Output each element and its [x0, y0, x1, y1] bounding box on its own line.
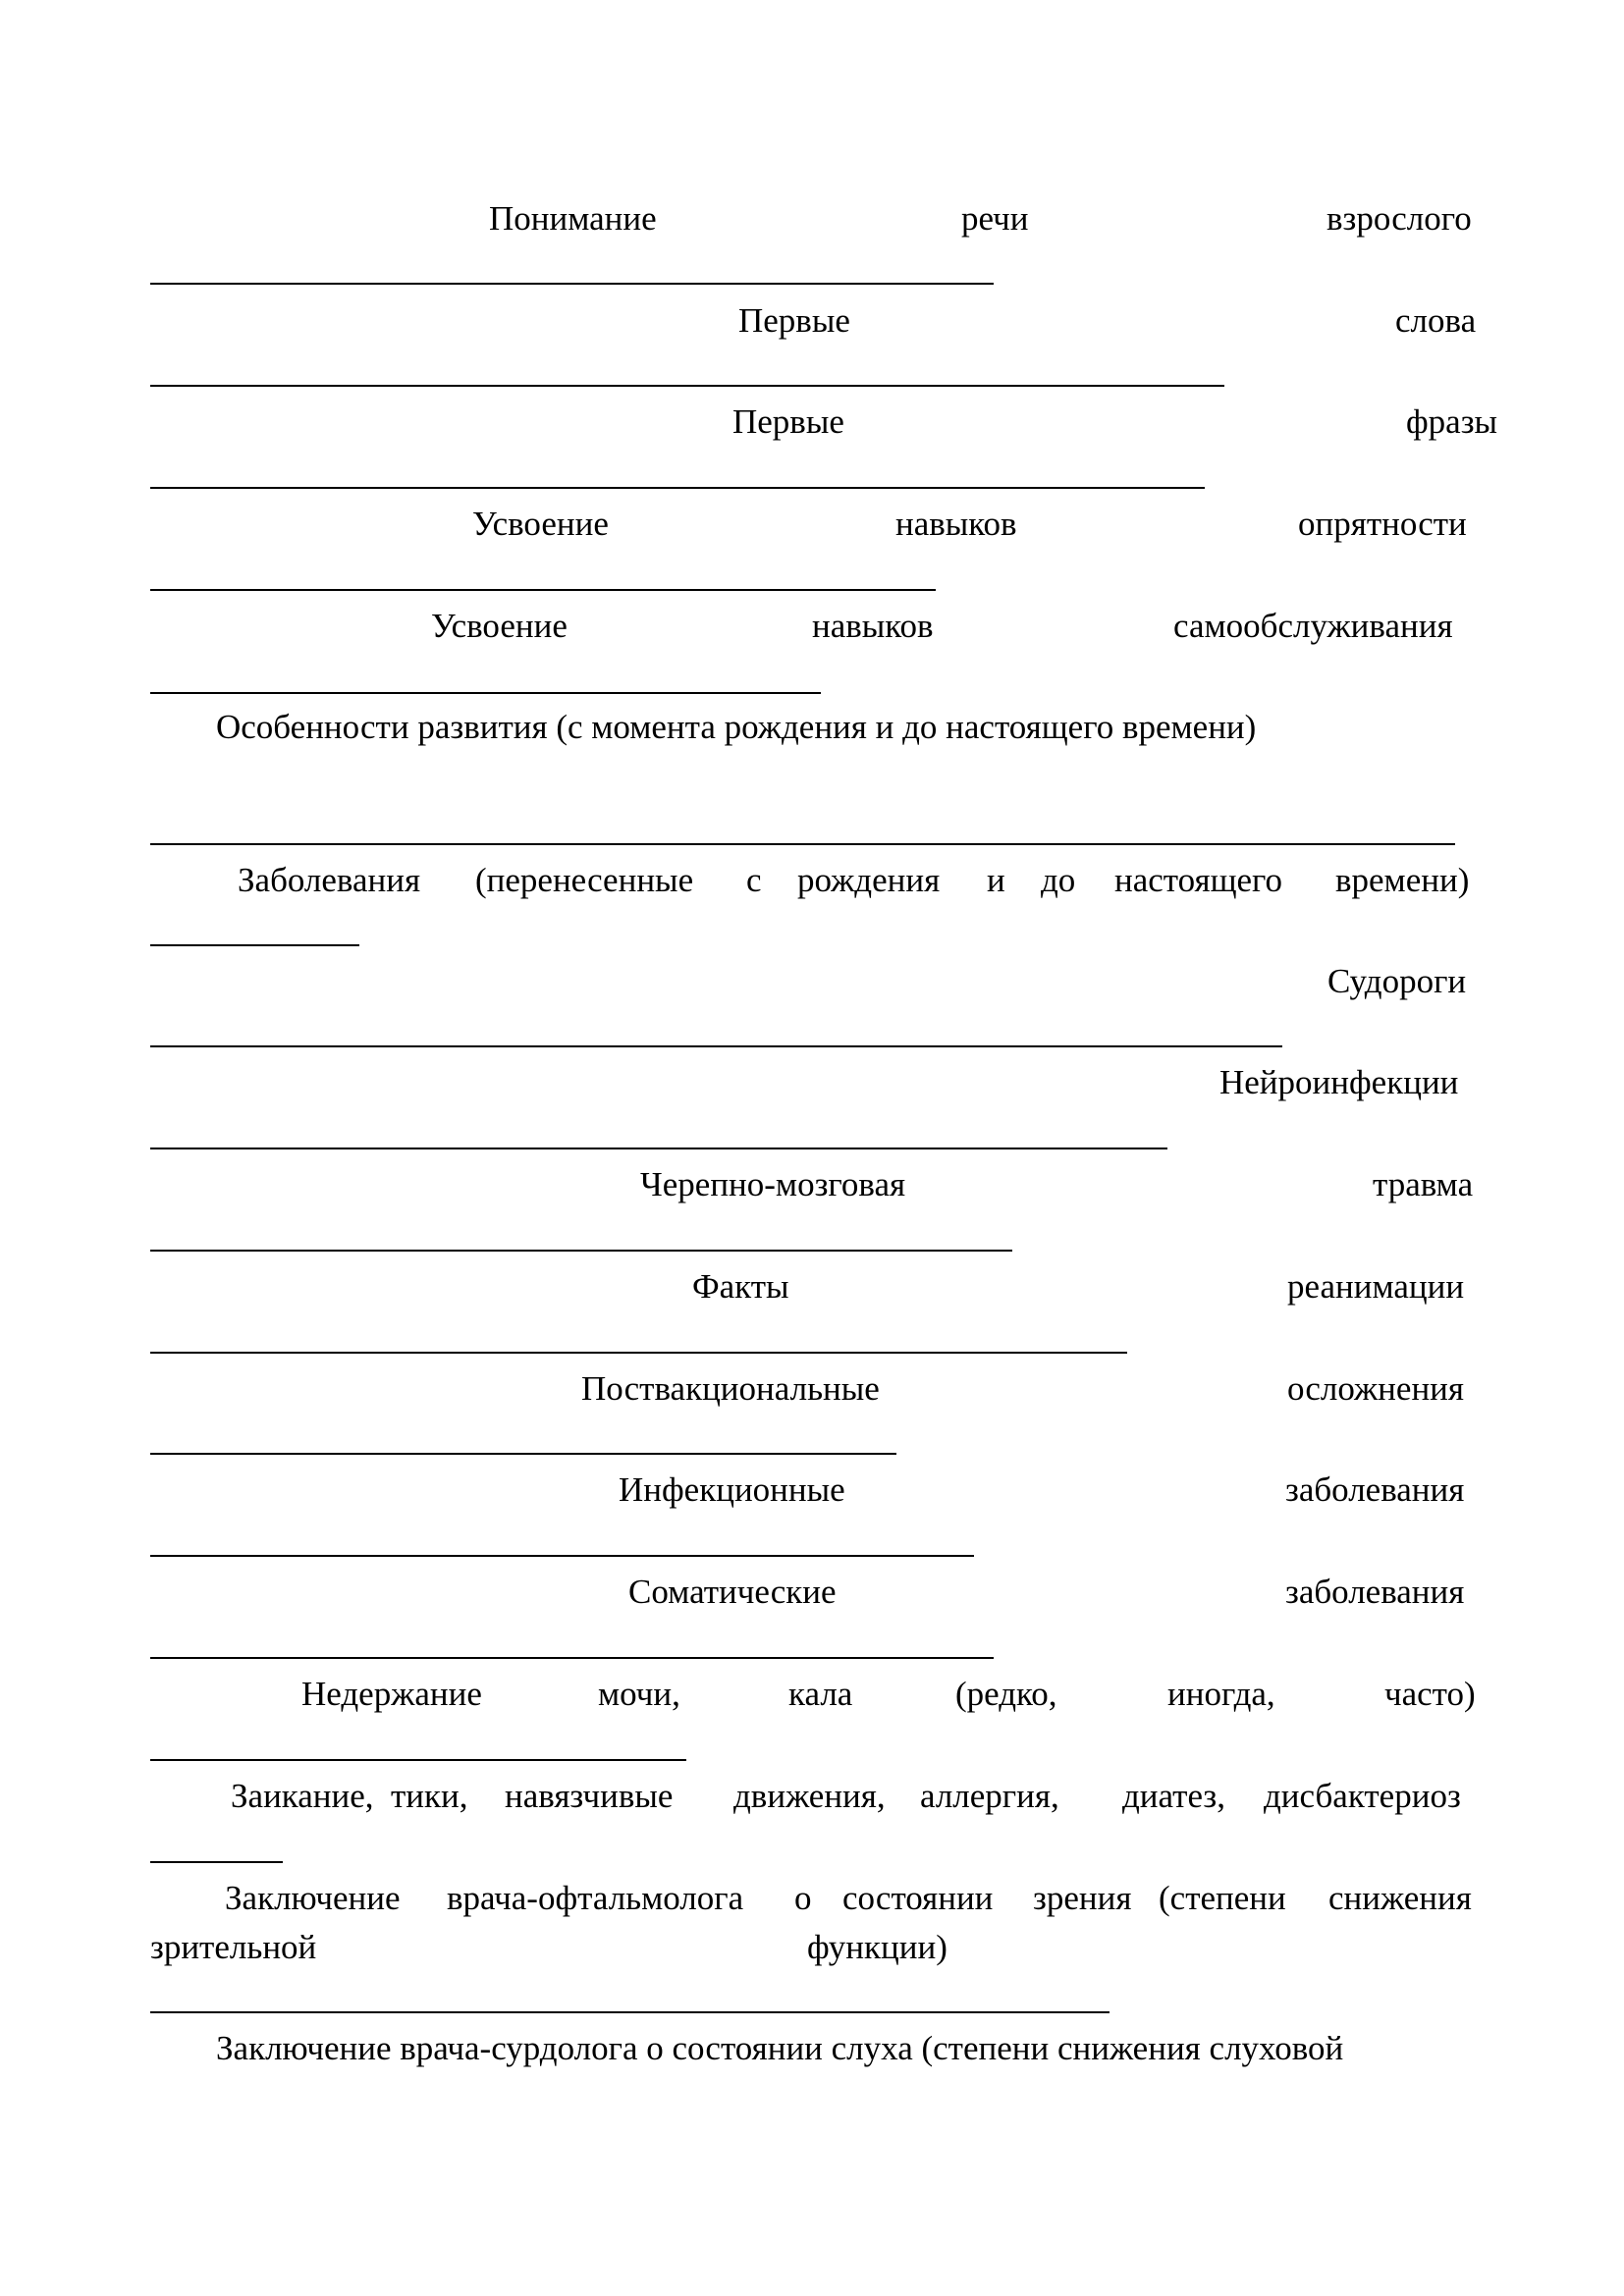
stuttering-label-2: тики, — [391, 1777, 468, 1815]
first-phrases-label-2: фразы — [1406, 402, 1498, 441]
first-words-label-2: слова — [1395, 301, 1477, 340]
first-phrases-label-1: Первые — [732, 402, 844, 441]
resuscitation-label-2: реанимации — [1287, 1267, 1465, 1306]
incontinence-label-1: Недержание — [301, 1675, 482, 1713]
incontinence-label-5: иногда, — [1167, 1675, 1275, 1713]
incontinence-label-6: часто) — [1384, 1675, 1476, 1713]
diseases-label-6: до — [1041, 861, 1076, 899]
head-injury-label-2: травма — [1373, 1165, 1474, 1203]
speech-understanding-label-2: речи — [961, 199, 1029, 238]
audiologist-label: Заключение врача-сурдолога о состоянии слуха (степени снижения слуховой — [216, 2029, 1344, 2067]
ophthalmologist-label-8: зрительной — [150, 1928, 317, 1966]
self-care-skills-label-3: самообслуживания — [1173, 607, 1453, 645]
ophthalmologist-label-3: о — [794, 1879, 812, 1917]
seizures-answer-line[interactable] — [150, 1045, 1282, 1047]
diseases-label-8: времени) — [1335, 861, 1470, 899]
tidiness-skills-label-3: опрятности — [1298, 505, 1467, 543]
first-phrases-answer-line[interactable] — [150, 487, 1205, 489]
resuscitation-label-1: Факты — [692, 1267, 789, 1306]
self-care-skills-answer-line[interactable] — [150, 692, 821, 694]
stuttering-label-4: движения, — [733, 1777, 886, 1815]
incontinence-label-3: кала — [788, 1675, 853, 1713]
ophthalmologist-label-2: врача-офтальмолога — [447, 1879, 744, 1917]
stuttering-label-5: аллергия, — [920, 1777, 1059, 1815]
diseases-label-5: и — [987, 861, 1005, 899]
stuttering-label-1: Заикание, — [231, 1777, 374, 1815]
ophthalmologist-label-4: состоянии — [842, 1879, 994, 1917]
first-words-answer-line[interactable] — [150, 385, 1224, 387]
seizures-label: Судороги — [1327, 962, 1467, 1000]
self-care-skills-label-1: Усвоение — [431, 607, 568, 645]
infectious-label-2: заболевания — [1285, 1470, 1465, 1509]
diseases-label-4: рождения — [797, 861, 941, 899]
head-injury-answer-line[interactable] — [150, 1250, 1012, 1252]
tidiness-skills-answer-line[interactable] — [150, 589, 936, 591]
tidiness-skills-label-1: Усвоение — [472, 505, 609, 543]
development-features-label: Особенности развития (с момента рождения и до настоящего времени) — [216, 708, 1257, 746]
post-vaccination-label-1: Поствакциональные — [581, 1369, 880, 1408]
development-features-answer-line[interactable] — [150, 843, 1455, 845]
post-vaccination-answer-line[interactable] — [150, 1453, 896, 1455]
neuroinfections-answer-line[interactable] — [150, 1148, 1167, 1149]
resuscitation-answer-line[interactable] — [150, 1352, 1127, 1354]
ophthalmologist-label-9: функции) — [807, 1928, 947, 1966]
post-vaccination-label-2: осложнения — [1287, 1369, 1465, 1408]
diseases-label-1: Заболевания — [238, 861, 421, 899]
somatic-label-2: заболевания — [1285, 1573, 1465, 1611]
somatic-answer-line[interactable] — [150, 1657, 994, 1659]
diseases-label-2: (перенесенные — [475, 861, 694, 899]
ophthalmologist-label-6: (степени — [1159, 1879, 1286, 1917]
stuttering-answer-line[interactable] — [150, 1861, 283, 1863]
stuttering-label-7: дисбактериоз — [1264, 1777, 1461, 1815]
speech-understanding-label-1: Понимание — [489, 199, 657, 238]
incontinence-label-4: (редко, — [955, 1675, 1057, 1713]
tidiness-skills-label-2: навыков — [895, 505, 1017, 543]
neuroinfections-label: Нейроинфекции — [1219, 1063, 1459, 1101]
head-injury-label-1: Черепно-мозговая — [640, 1165, 906, 1203]
speech-understanding-label-3: взрослого — [1326, 199, 1472, 238]
ophthalmologist-label-7: снижения — [1328, 1879, 1472, 1917]
ophthalmologist-label-1: Заключение — [225, 1879, 401, 1917]
speech-understanding-answer-line[interactable] — [150, 283, 994, 285]
incontinence-label-2: мочи, — [598, 1675, 680, 1713]
self-care-skills-label-2: навыков — [812, 607, 934, 645]
diseases-label-3: с — [746, 861, 762, 899]
stuttering-label-6: диатез, — [1122, 1777, 1225, 1815]
infectious-label-1: Инфекционные — [619, 1470, 845, 1509]
ophthalmologist-answer-line[interactable] — [150, 2011, 1110, 2013]
incontinence-answer-line[interactable] — [150, 1759, 686, 1761]
infectious-answer-line[interactable] — [150, 1555, 974, 1557]
first-words-label-1: Первые — [738, 301, 850, 340]
diseases-label-7: настоящего — [1114, 861, 1283, 899]
diseases-answer-line[interactable] — [150, 944, 359, 946]
ophthalmologist-label-5: зрения — [1033, 1879, 1132, 1917]
stuttering-label-3: навязчивые — [505, 1777, 674, 1815]
somatic-label-1: Соматические — [628, 1573, 837, 1611]
